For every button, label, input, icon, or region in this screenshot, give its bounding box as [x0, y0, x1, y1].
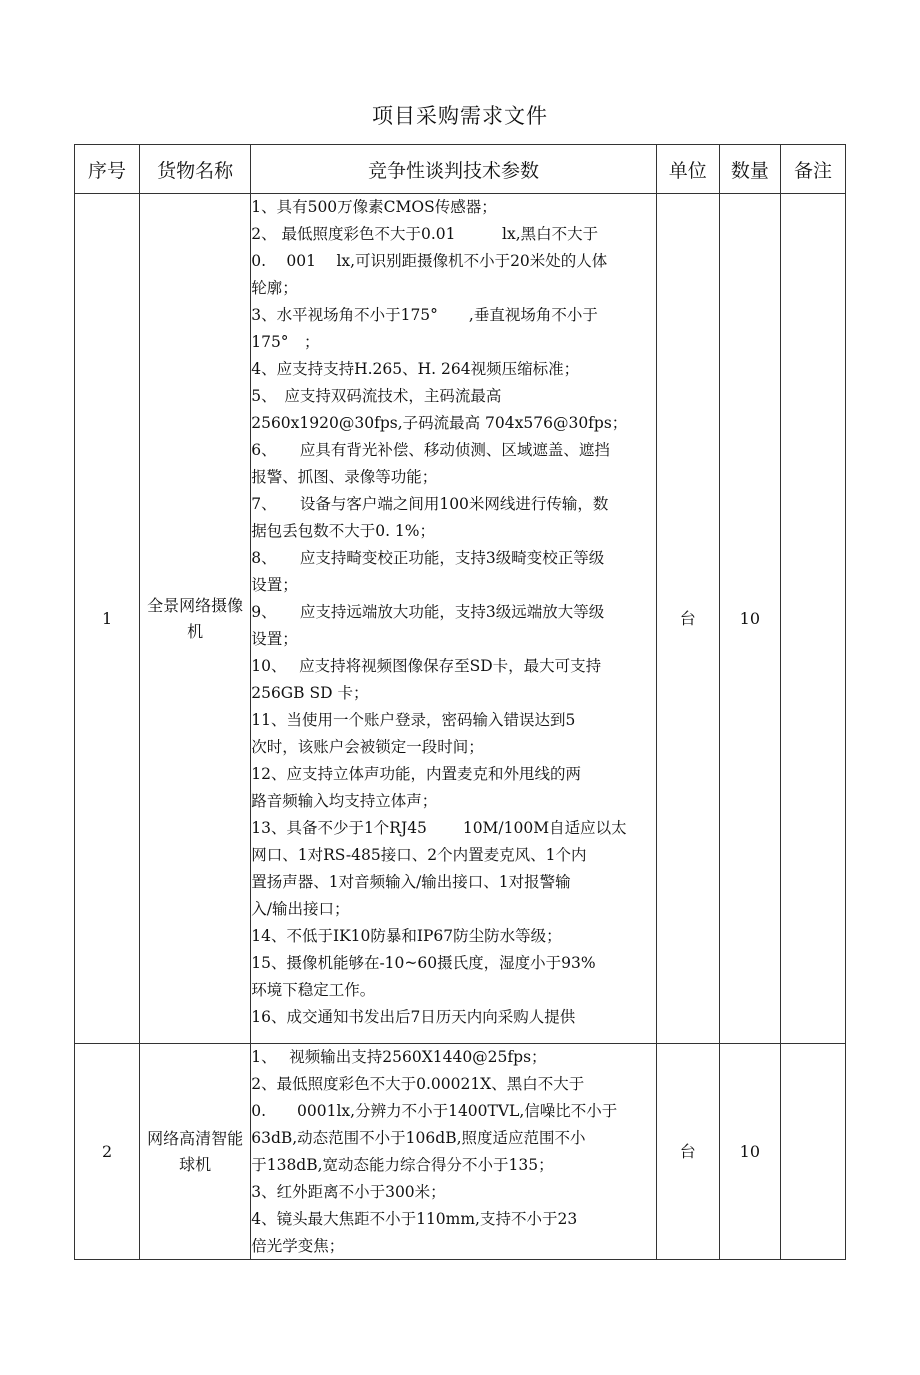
row-params: [251, 194, 657, 1044]
param-line: 1、 视频输出支持2560X1440@25fps；: [251, 1048, 547, 1066]
param-line: 6、 应具有背光补偿、移动侦测、区域遮盖、遮挡: [251, 441, 610, 459]
param-line: 11、当使用一个账户登录，密码输入错误达到5: [251, 711, 576, 729]
param-line: 175° ；: [251, 333, 320, 351]
row-params: [251, 1044, 657, 1260]
param-line: 网口、1对RS-485接口、2个内置麦克风、1个内: [251, 846, 587, 864]
param-line: 3、红外距离不小于300米；: [251, 1183, 446, 1201]
param-line: 2、最低照度彩色不大于0.00021X、黑白不大于: [251, 1075, 585, 1093]
param-line: 13、具备不少于1个RJ45 10M/100M自适应以太: [251, 819, 627, 837]
param-line: 3、水平视场角不小于175° ,垂直视场角不小于: [251, 306, 598, 324]
param-line: 4、应支持支持H.265、H. 264视频压缩标准；: [251, 360, 580, 378]
param-line: 4、镜头最大焦距不小于110mm,支持不小于23: [251, 1210, 578, 1228]
param-line: 设置；: [251, 576, 298, 594]
param-line: 7、 设备与客户端之间用100米网线进行传输，数: [251, 495, 609, 513]
param-line: 256GB SD 卡；: [251, 684, 369, 702]
param-line: 倍光学变焦；: [251, 1237, 345, 1254]
row-unit: 台: [656, 1044, 719, 1260]
param-line: 1、具有500万像素CMOS传感器；: [251, 198, 497, 216]
param-line: 路音频输入均支持立体声；: [251, 792, 438, 810]
row-note: [780, 1044, 845, 1260]
table-row: [75, 194, 846, 1044]
procurement-table: [74, 144, 846, 1260]
param-line: 轮廓；: [251, 279, 298, 297]
header-qty: 数量: [719, 145, 780, 194]
param-list: [251, 1044, 656, 1254]
document-title: 项目采购需求文件: [372, 104, 548, 128]
param-line: 报警、抓图、录像等功能；: [251, 468, 438, 486]
param-list: [251, 194, 656, 1038]
param-line: 8、 应支持畸变校正功能，支持3级畸变校正等级: [251, 549, 605, 567]
param-line: 环境下稳定工作。: [251, 981, 376, 999]
param-line: 63dB,动态范围不小于106dB,照度适应范围不小: [251, 1129, 586, 1147]
row-no: 2: [75, 1044, 140, 1260]
param-line: 据包丢包数不大于0. 1%；: [251, 522, 436, 540]
row-qty: 10: [719, 1044, 780, 1260]
row-unit: 台: [656, 194, 719, 1044]
param-line: 设置；: [251, 630, 298, 648]
param-line: 10、 应支持将视频图像保存至SD卡，最大可支持: [251, 657, 602, 675]
row-no: 1: [75, 194, 140, 1044]
param-line: 于138dB,宽动态能力综合得分不小于135；: [251, 1156, 554, 1174]
param-line: 14、不低于IK10防暴和IP67防尘防水等级；: [251, 927, 562, 945]
header-unit: 单位: [656, 145, 719, 194]
table-row: [75, 1044, 846, 1260]
param-line: 0. 001 lx,可识别距摄像机不小于20米处的人体: [251, 252, 608, 270]
param-line: 2、 最低照度彩色不大于0.01 lx,黑白不大于: [251, 225, 599, 243]
table-header-row: [75, 145, 846, 194]
param-line: 15、摄像机能够在-10~60摄氏度，湿度小于93%: [251, 954, 596, 972]
header-no: 序号: [75, 145, 140, 194]
row-note: [780, 194, 845, 1044]
param-line: 5、 应支持双码流技术，主码流最高: [251, 387, 502, 405]
row-qty: 10: [719, 194, 780, 1044]
header-note: 备注: [780, 145, 845, 194]
row-item-name: 全景网络摄像机: [140, 194, 251, 1044]
header-params: 竞争性谈判技术参数: [251, 145, 657, 194]
param-line: 0. 0001lx,分辨力不小于1400TVL,信噪比不小于: [251, 1102, 618, 1120]
header-name: 货物名称: [140, 145, 251, 194]
param-line: 置扬声器、1对音频输入/输出接口、1对报警输: [251, 873, 571, 891]
row-item-name: 网络高清智能球机: [140, 1044, 251, 1260]
param-line: 次时，该账户会被锁定一段时间；: [251, 738, 484, 756]
param-line: 16、成交通知书发出后7日历天内向采购人提供: [251, 1008, 576, 1026]
param-line: 12、应支持立体声功能，内置麦克和外甩线的两: [251, 765, 581, 783]
param-line: 2560x1920@30fps,子码流最高 704x576@30fps；: [251, 414, 628, 432]
param-line: 入/输出接口；: [251, 900, 350, 918]
param-line: 9、 应支持远端放大功能，支持3级远端放大等级: [251, 603, 605, 621]
